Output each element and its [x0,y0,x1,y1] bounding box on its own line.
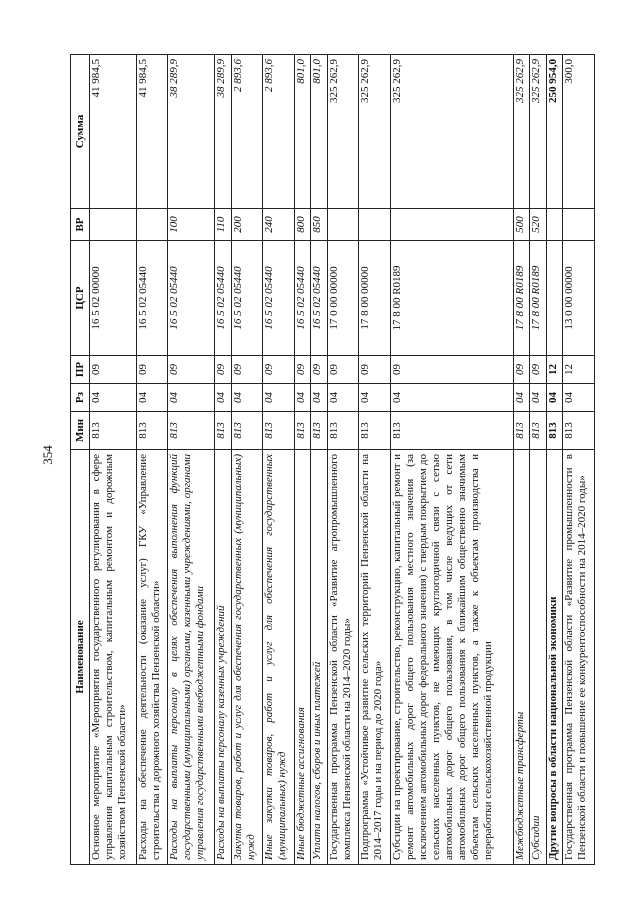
cell-min: 813 [136,412,168,450]
cell-pr: 09 [391,356,514,384]
cell-csr: 16 5 02 05440 [231,241,263,356]
cell-min: 813 [391,412,514,450]
table-row [530,55,546,865]
header-vr: ВР [71,209,90,241]
cell-csr: 13 0 00 00000 [563,241,595,356]
cell-rz: 04 [231,384,263,412]
cell-pr: 09 [263,356,295,384]
cell-name: Подпрограмма «Устойчивое развитие сельских территорий Пензенской области на 2014–2017 годы и на период до 2020 года» [359,450,391,865]
cell-pr: 09 [136,356,168,384]
cell-vr [90,209,137,241]
page-number: 354 [39,445,55,465]
cell-min: 813 [90,412,137,450]
cell-sum: 38 289,9 [215,55,231,209]
cell-csr: 16 5 02 00000 [90,241,137,356]
cell-vr: 800 [294,209,310,241]
header-pr: ПР [71,356,90,384]
cell-sum: 250 954,0 [546,55,562,209]
cell-min: 813 [327,412,359,450]
cell-sum: 41 984,5 [90,55,137,209]
cell-rz: 04 [327,384,359,412]
cell-sum: 801,0 [294,55,310,209]
cell-pr: 09 [294,356,310,384]
cell-sum: 300,0 [563,55,595,209]
cell-sum: 325 262,9 [514,55,530,209]
cell-vr: 240 [263,209,295,241]
cell-min: 813 [514,412,530,450]
cell-pr: 09 [327,356,359,384]
budget-table [70,54,595,865]
cell-name: Иные бюджетные ассигнования [294,450,310,865]
cell-pr: 09 [231,356,263,384]
cell-min: 813 [311,412,327,450]
cell-rz: 04 [263,384,295,412]
header-csr: ЦСР [71,241,90,356]
table-row [215,55,231,865]
cell-vr: 100 [168,209,215,241]
cell-vr [136,209,168,241]
cell-vr: 520 [530,209,546,241]
cell-sum: 325 262,9 [327,55,359,209]
cell-csr: 16 5 02 05440 [311,241,327,356]
cell-pr: 09 [90,356,137,384]
cell-csr: 16 5 02 05440 [263,241,295,356]
cell-pr: 09 [168,356,215,384]
cell-min: 813 [359,412,391,450]
cell-rz: 04 [215,384,231,412]
cell-rz: 04 [294,384,310,412]
cell-name: Расходы на обеспечение деятельности (оказание услуг) ГКУ «Управление строительства и дорожного хозяйства Пензенской области» [136,450,168,865]
cell-csr: 16 5 02 05440 [168,241,215,356]
cell-vr [391,209,514,241]
cell-sum: 2 893,6 [231,55,263,209]
cell-rz: 04 [168,384,215,412]
header-row [71,55,90,865]
cell-csr: 16 5 02 05440 [294,241,310,356]
table-row [136,55,168,865]
cell-name: Закупка товаров, работ и услуг для обеспечения государственных (муниципальных) нужд [231,450,263,865]
cell-vr [327,209,359,241]
table-row [391,55,514,865]
rotated-table-wrapper [70,55,595,865]
table-row [327,55,359,865]
cell-min: 813 [546,412,562,450]
cell-vr: 850 [311,209,327,241]
cell-csr: 17 8 00 R0189 [530,241,546,356]
table-row [311,55,327,865]
cell-name: Государственная программа Пензенской области «Развитие промышленности в Пензенской области и повышение ее конкурентоспособности на 2014–2020 годы» [563,450,595,865]
header-min: Мин [71,412,90,450]
table-row [563,55,595,865]
cell-rz: 04 [530,384,546,412]
table-row [231,55,263,865]
cell-rz: 04 [311,384,327,412]
table-row [263,55,295,865]
cell-sum: 41 984,5 [136,55,168,209]
cell-rz: 04 [359,384,391,412]
cell-rz: 04 [514,384,530,412]
header-name: Наименование [71,450,90,865]
cell-pr: 09 [311,356,327,384]
cell-pr: 09 [530,356,546,384]
cell-vr: 200 [231,209,263,241]
cell-sum: 325 262,9 [530,55,546,209]
cell-name: Государственная программа Пензенской области «Развитие агропромышленного комплекса Пензенской области на 2014–2020 годы» [327,450,359,865]
cell-min: 813 [168,412,215,450]
cell-csr: 16 5 02 05440 [136,241,168,356]
cell-name: Другие вопросы в области национальной экономики [546,450,562,865]
cell-name: Расходы на выплаты персоналу в целях обеспечения выполнения функций государственными (муниципальными) органами, казенными учреждениями, органами управления государственными внебюджетными фондами [168,450,215,865]
cell-name: Основное мероприятие «Мероприятия государственного регулирования в сфере управления капитальным строительством, капитальным ремонтом и дорожным хозяйством Пензенской области» [90,450,137,865]
cell-sum: 325 262,9 [391,55,514,209]
cell-vr: 110 [215,209,231,241]
cell-rz: 04 [563,384,595,412]
table-row [294,55,310,865]
cell-csr [546,241,562,356]
cell-pr: 09 [514,356,530,384]
cell-csr: 17 0 00 00000 [327,241,359,356]
table-row [168,55,215,865]
table-row [90,55,137,865]
header-sum: Сумма [71,55,90,209]
cell-name: Субсидии на проектирование, строительство, реконструкцию, капитальный ремонт и ремонт автомобильных дорог общего пользования местного значения (за исключением автомобильных дорог федерального значения) с твердым покрытием до сельских населенных пунктов, не имеющих круглогодичной связи с сетью автомобильных дорог общего пользования, в том числе ведущих от сети автомобильных дорог общего пользования к ближайшим общественно значимым объектам сельских населенных пунктов, а также к объектам производства и переработки сельскохозяйственной продукции [391,450,514,865]
cell-sum: 325 262,9 [359,55,391,209]
cell-pr: 09 [359,356,391,384]
cell-min: 813 [215,412,231,450]
cell-name: Субсидии [530,450,546,865]
cell-name: Иные закупки товаров, работ и услуг для обеспечения государственных (муниципальных) нужд [263,450,295,865]
cell-rz: 04 [391,384,514,412]
cell-rz: 04 [90,384,137,412]
table-row [546,55,562,865]
table-row [359,55,391,865]
header-rz: Рз [71,384,90,412]
cell-vr [563,209,595,241]
cell-vr [359,209,391,241]
cell-name: Расходы на выплаты персоналу казенных учреждений [215,450,231,865]
cell-sum: 38 289,9 [168,55,215,209]
cell-min: 813 [294,412,310,450]
cell-rz: 04 [136,384,168,412]
cell-csr: 17 8 00 R0189 [514,241,530,356]
cell-csr: 16 5 02 05440 [215,241,231,356]
cell-sum: 801,0 [311,55,327,209]
cell-vr: 500 [514,209,530,241]
cell-rz: 04 [546,384,562,412]
cell-name: Уплата налогов, сборов и иных платежей [311,450,327,865]
cell-csr: 17 8 00 R0189 [391,241,514,356]
cell-min: 813 [563,412,595,450]
cell-csr: 17 8 00 00000 [359,241,391,356]
cell-pr: 09 [215,356,231,384]
cell-pr: 12 [563,356,595,384]
cell-name: Межбюджетные трансферты [514,450,530,865]
cell-min: 813 [530,412,546,450]
cell-pr: 12 [546,356,562,384]
cell-min: 813 [231,412,263,450]
table-row [514,55,530,865]
cell-sum: 2 893,6 [263,55,295,209]
cell-min: 813 [263,412,295,450]
cell-vr [546,209,562,241]
